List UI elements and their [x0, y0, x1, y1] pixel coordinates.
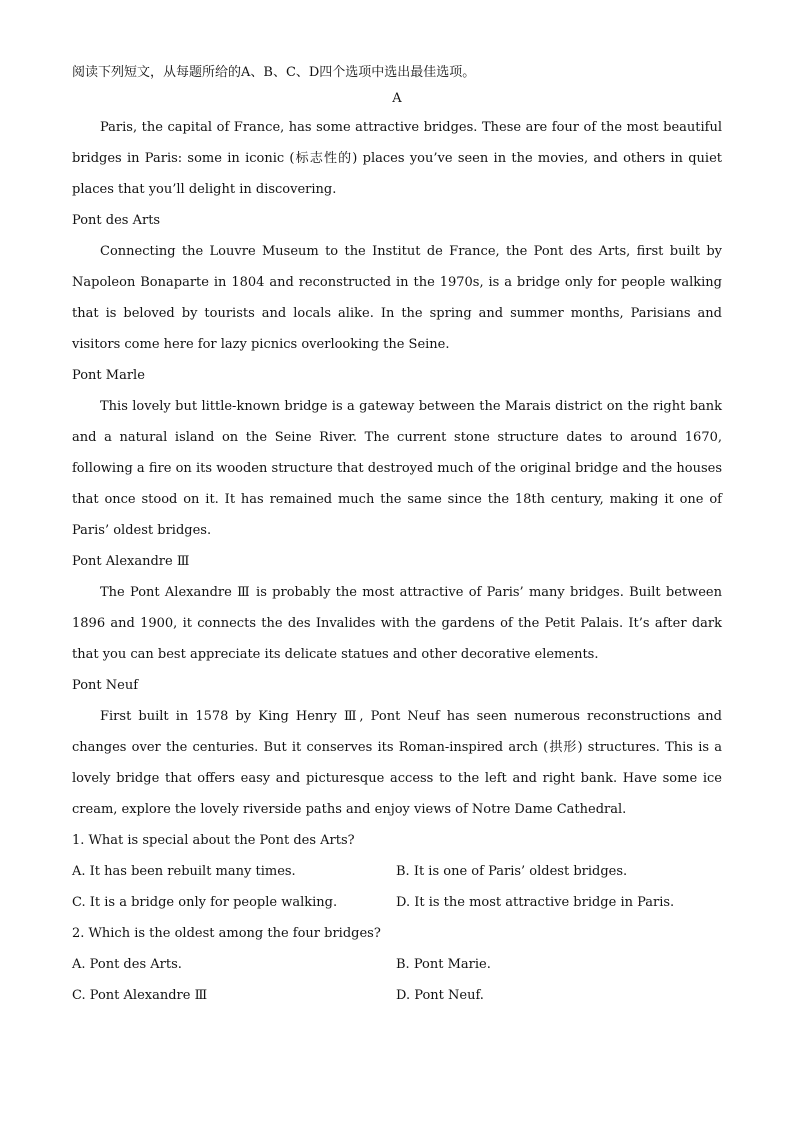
- question-2-option-b: B. Pont Marie.: [396, 957, 491, 972]
- bridge-heading-pont-marle: Pont Marle: [72, 368, 145, 383]
- bridge-heading-pont-alexandre: Pont Alexandre Ⅲ: [72, 554, 190, 569]
- question-2-option-c: C. Pont Alexandre Ⅲ: [72, 988, 208, 1003]
- instruction-text: 阅读下列短文，从每题所给的A、B、C、D四个选项中选出最佳选项。: [72, 65, 476, 80]
- question-1-options-row-1: [72, 856, 722, 887]
- section-label: A: [392, 91, 402, 106]
- question-2-stem: 2. Which is the oldest among the four bridges?: [72, 926, 381, 941]
- bridge-heading-pont-neuf: Pont Neuf: [72, 678, 139, 693]
- intro-paragraph: Paris, the capital of France, has some attractive bridges. These are four of the most beautiful bridges in Paris: some in iconic (标志性的) places you’ve seen in the movies, and others in quiet places that you’ll delight in discovering.: [72, 120, 722, 197]
- bridge-paragraph-pont-marle: This lovely but little-known bridge is a gateway between the Marais district on the right bank and a natural island on the Seine River. The current stone structure dates to around 1670, following a fire on its wooden structure that destroyed much of the original bridge and the houses that once stood on it. It has remained much the same since the 18th century, making it one of Paris’ oldest bridges.: [72, 399, 722, 538]
- document-page: [72, 60, 722, 1011]
- question-1-option-a: A. It has been rebuilt many times.: [72, 864, 296, 879]
- question-1-option-c: C. It is a bridge only for people walking.: [72, 895, 338, 910]
- question-1-option-b: B. It is one of Paris’ oldest bridges.: [396, 864, 628, 879]
- question-1-options-row-2: [72, 887, 722, 918]
- question-1-stem: 1. What is special about the Pont des Arts?: [72, 833, 355, 848]
- question-2-options-row-1: [72, 949, 722, 980]
- question-1-option-d: D. It is the most attractive bridge in Paris.: [396, 895, 675, 910]
- question-2-options-row-2: [72, 980, 722, 1011]
- bridge-paragraph-pont-des-arts: Connecting the Louvre Museum to the Institut de France, the Pont des Arts, first built by Napoleon Bonaparte in 1804 and reconstructed in the 1970s, is a bridge only for people walking that is beloved by tourists and locals alike. In the spring and summer months, Parisians and visitors come here for lazy picnics overlooking the Seine.: [72, 244, 722, 352]
- question-2-option-d: D. Pont Neuf.: [396, 988, 484, 1003]
- question-2-option-a: A. Pont des Arts.: [72, 957, 182, 972]
- bridge-paragraph-pont-alexandre: The Pont Alexandre Ⅲ is probably the most attractive of Paris’ many bridges. Built between 1896 and 1900, it connects the des Invalides with the gardens of the Petit Palais. It’s after dark that you can best appreciate its delicate statues and other decorative elements.: [72, 585, 722, 662]
- bridge-heading-pont-des-arts: Pont des Arts: [72, 213, 161, 228]
- bridge-paragraph-pont-neuf: First built in 1578 by King Henry Ⅲ, Pont Neuf has seen numerous reconstructions and changes over the centuries. But it conserves its Roman-inspired arch (拱形) structures. This is a lovely bridge that offers easy and picturesque access to the left and right bank. Have some ice cream, explore the lovely riverside paths and enjoy views of Notre Dame Cathedral.: [72, 709, 722, 817]
